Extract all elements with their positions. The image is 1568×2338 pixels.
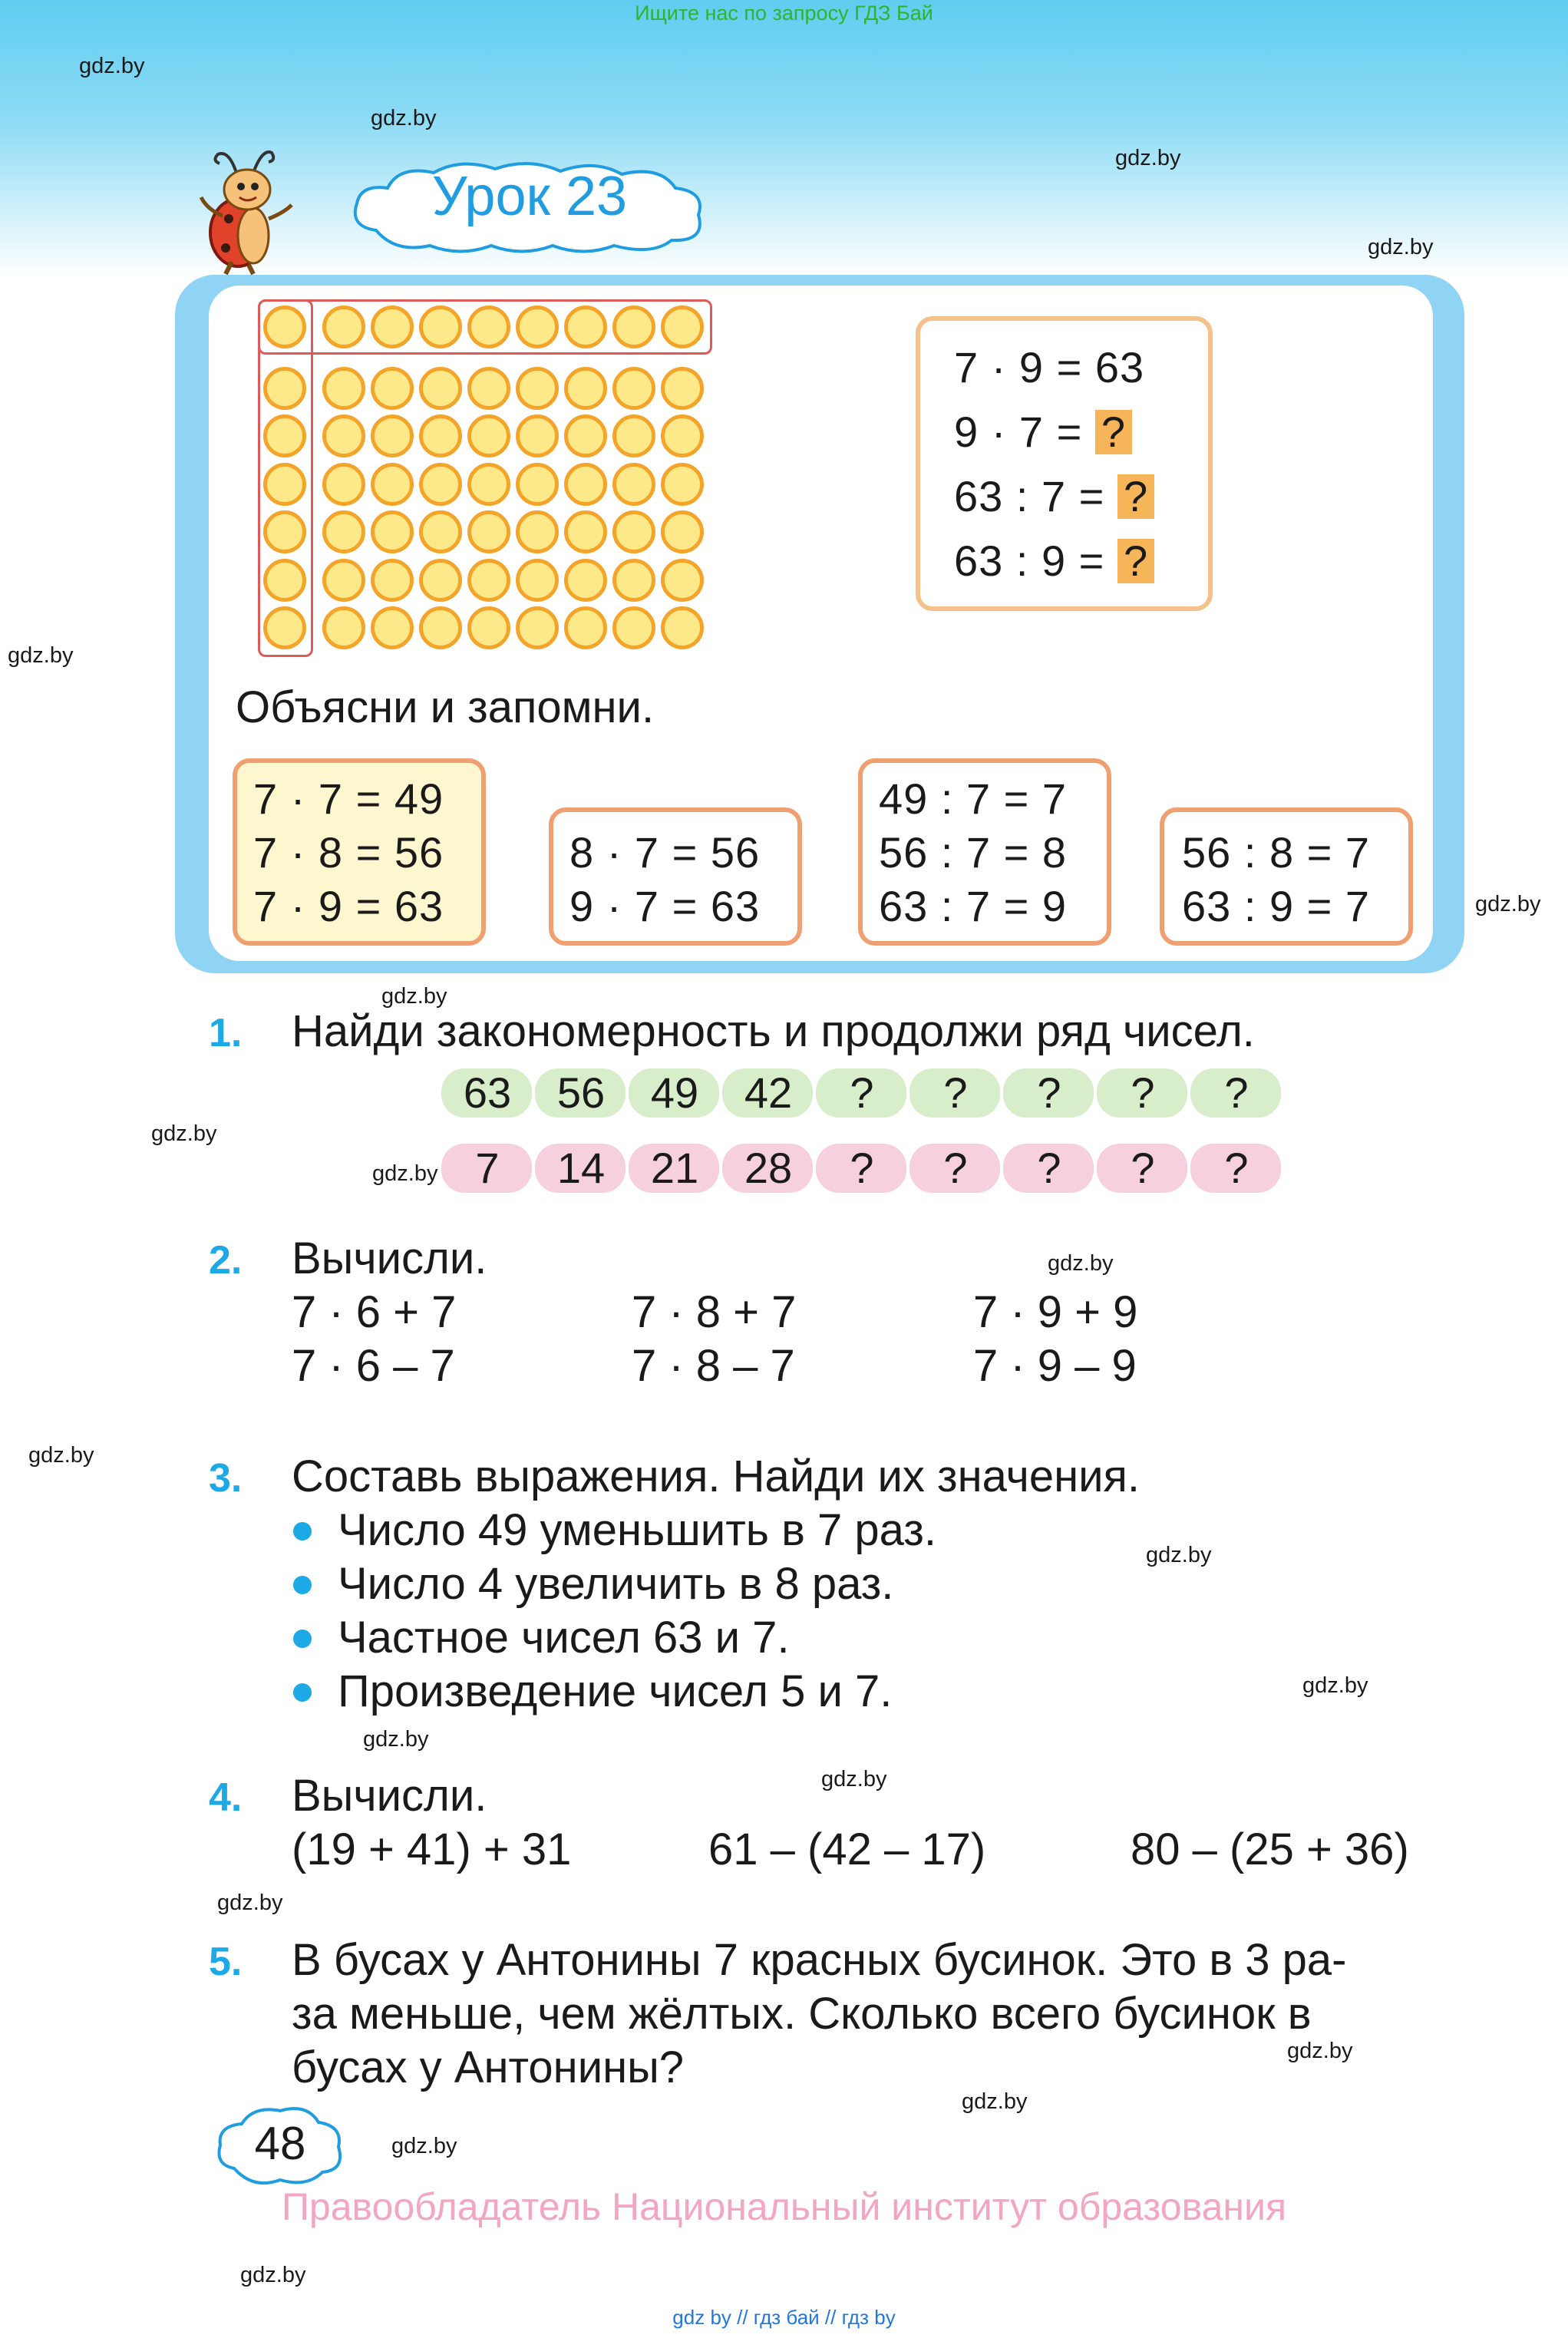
equation-line: 63 : 7 = ? bbox=[954, 471, 1154, 521]
counter-dot bbox=[612, 510, 655, 553]
sequence-cell: ? bbox=[1224, 1144, 1249, 1192]
memo-line: 7 · 7 = 49 bbox=[253, 774, 444, 823]
counter-dot bbox=[661, 367, 704, 410]
sequence-cell: 49 bbox=[650, 1068, 699, 1117]
memo-line: 7 · 8 = 56 bbox=[253, 828, 444, 877]
memo-line: 8 · 7 = 56 bbox=[569, 828, 761, 877]
counter-dot bbox=[419, 606, 462, 649]
counter-dot bbox=[661, 463, 704, 506]
footer-links[interactable]: gdz by // гдз бай // гдз by bbox=[672, 2306, 896, 2329]
watermark: gdz.by bbox=[217, 1891, 283, 1915]
counter-dot bbox=[564, 414, 607, 457]
expression: 7 · 9 + 9 bbox=[973, 1287, 1138, 1337]
bullet-icon bbox=[293, 1683, 312, 1702]
problem-line: за меньше, чем жёлтых. Сколько всего бусинок в bbox=[292, 1989, 1312, 2039]
expression: (19 + 41) + 31 bbox=[292, 1824, 572, 1874]
counter-dot bbox=[612, 463, 655, 506]
number-sequence-green bbox=[441, 1068, 1278, 1118]
counter-dot bbox=[612, 414, 655, 457]
counter-dot bbox=[661, 414, 704, 457]
counter-dot bbox=[419, 414, 462, 457]
counter-dot bbox=[322, 463, 365, 506]
lesson-title: Урок 23 bbox=[431, 166, 628, 227]
equation-line: 9 · 7 = ? bbox=[954, 407, 1132, 457]
counter-dot bbox=[419, 510, 462, 553]
memo-line: 63 : 7 = 9 bbox=[879, 882, 1068, 930]
sequence-cell: 42 bbox=[744, 1068, 793, 1117]
page-number: 48 bbox=[254, 2118, 306, 2169]
watermark: gdz.by bbox=[363, 1727, 429, 1752]
expression: 7 · 9 – 9 bbox=[973, 1341, 1137, 1391]
watermark: gdz.by bbox=[1146, 1543, 1212, 1567]
highlight-column-frame bbox=[258, 299, 313, 657]
question-mark: ? bbox=[1117, 539, 1154, 583]
counter-dot bbox=[371, 606, 414, 649]
counter-dot bbox=[322, 510, 365, 553]
counter-dot bbox=[516, 559, 559, 602]
equation-line: 63 : 9 = ? bbox=[954, 536, 1154, 586]
counter-dot bbox=[564, 510, 607, 553]
bullet-icon bbox=[293, 1630, 312, 1648]
watermark: gdz.by bbox=[821, 1767, 887, 1791]
counter-dot bbox=[564, 606, 607, 649]
expression: 7 · 6 + 7 bbox=[292, 1287, 457, 1337]
sequence-cell: ? bbox=[943, 1144, 968, 1192]
list-item: Число 49 уменьшить в 7 раз. bbox=[338, 1505, 936, 1555]
watermark: gdz.by bbox=[1302, 1673, 1368, 1698]
sequence-cell: ? bbox=[1224, 1068, 1249, 1117]
counter-dot bbox=[612, 606, 655, 649]
sequence-cell: ? bbox=[1037, 1068, 1061, 1117]
task-number: 5. bbox=[209, 1940, 243, 1984]
memo-line: 63 : 9 = 7 bbox=[1182, 882, 1371, 930]
question-mark: ? bbox=[1095, 410, 1132, 454]
sequence-cell: ? bbox=[1037, 1144, 1061, 1192]
highlight-row-frame bbox=[258, 299, 712, 355]
counter-dot bbox=[371, 414, 414, 457]
task-text: Вычисли. bbox=[292, 1771, 487, 1821]
task-number: 2. bbox=[209, 1238, 243, 1283]
counter-dot bbox=[516, 414, 559, 457]
sequence-cell: ? bbox=[850, 1068, 874, 1117]
watermark: gdz.by bbox=[1475, 892, 1541, 916]
watermark: gdz.by bbox=[372, 1161, 438, 1186]
expression: 7 · 8 – 7 bbox=[632, 1341, 795, 1391]
watermark: gdz.by bbox=[381, 984, 447, 1009]
counter-dot bbox=[612, 559, 655, 602]
equation-line: 7 · 9 = 63 bbox=[954, 343, 1145, 391]
counter-dot bbox=[371, 367, 414, 410]
counter-dot bbox=[516, 463, 559, 506]
counter-dot bbox=[564, 559, 607, 602]
expression: 80 – (25 + 36) bbox=[1131, 1824, 1409, 1874]
task-number: 4. bbox=[209, 1775, 243, 1820]
counter-dot bbox=[516, 367, 559, 410]
counter-dot bbox=[516, 510, 559, 553]
memo-line: 9 · 7 = 63 bbox=[569, 882, 761, 930]
copyright-text: Правообладатель Национальный институт образования bbox=[281, 2185, 1287, 2228]
memo-line: 7 · 9 = 63 bbox=[253, 882, 444, 930]
counter-dot bbox=[419, 367, 462, 410]
watermark: gdz.by bbox=[371, 106, 437, 130]
watermark: gdz.by bbox=[391, 2134, 457, 2158]
expression: 7 · 6 – 7 bbox=[292, 1341, 455, 1391]
counter-dot bbox=[371, 559, 414, 602]
counter-dot bbox=[322, 559, 365, 602]
task-number: 3. bbox=[209, 1456, 243, 1501]
counter-dot bbox=[467, 463, 510, 506]
sequence-cell: ? bbox=[1131, 1068, 1155, 1117]
ladybug-mascot-icon bbox=[192, 142, 307, 276]
counter-dot bbox=[661, 606, 704, 649]
sequence-cell: ? bbox=[943, 1068, 968, 1117]
counter-dot bbox=[322, 367, 365, 410]
sequence-cell: ? bbox=[850, 1144, 874, 1192]
search-hint: Ищите нас по запросу ГДЗ Бай bbox=[635, 2, 933, 25]
counter-dot bbox=[564, 367, 607, 410]
memo-line: 49 : 7 = 7 bbox=[879, 774, 1068, 823]
memo-line: 56 : 7 = 8 bbox=[879, 828, 1068, 877]
counter-dot bbox=[371, 463, 414, 506]
sequence-cell: 21 bbox=[650, 1144, 699, 1192]
expression: 7 · 8 + 7 bbox=[632, 1287, 797, 1337]
counter-dot bbox=[467, 367, 510, 410]
task-text: Найди закономерность и продолжи ряд чисел. bbox=[292, 1006, 1255, 1056]
number-sequence-pink bbox=[441, 1144, 1278, 1193]
counter-dot bbox=[612, 367, 655, 410]
counter-dot bbox=[322, 606, 365, 649]
task-text: Вычисли. bbox=[292, 1233, 487, 1283]
watermark: gdz.by bbox=[962, 2089, 1028, 2114]
memo-line: 56 : 8 = 7 bbox=[1182, 828, 1371, 877]
sequence-cell: 63 bbox=[463, 1068, 512, 1117]
task-number: 1. bbox=[209, 1011, 243, 1055]
watermark: gdz.by bbox=[240, 2263, 306, 2287]
sequence-cell: ? bbox=[1131, 1144, 1155, 1192]
watermark: gdz.by bbox=[79, 54, 145, 78]
instruction-text: Объясни и запомни. bbox=[236, 682, 655, 732]
list-item: Произведение чисел 5 и 7. bbox=[338, 1666, 893, 1716]
sequence-cell: 56 bbox=[556, 1068, 606, 1117]
sequence-cell: 28 bbox=[744, 1144, 793, 1192]
counter-dot bbox=[467, 414, 510, 457]
counter-dot bbox=[419, 463, 462, 506]
watermark: gdz.by bbox=[1368, 235, 1434, 259]
list-item: Частное чисел 63 и 7. bbox=[338, 1613, 790, 1663]
counter-dot bbox=[467, 606, 510, 649]
watermark: gdz.by bbox=[1048, 1251, 1114, 1276]
bullet-icon bbox=[293, 1576, 312, 1594]
counter-dot bbox=[564, 463, 607, 506]
bullet-icon bbox=[293, 1522, 312, 1541]
watermark: gdz.by bbox=[1287, 2039, 1353, 2063]
counter-dot bbox=[467, 559, 510, 602]
counter-dot bbox=[371, 510, 414, 553]
problem-line: бусах у Антонины? bbox=[292, 2042, 685, 2092]
counter-dot bbox=[516, 606, 559, 649]
question-mark: ? bbox=[1117, 474, 1154, 519]
counter-dot bbox=[322, 414, 365, 457]
sequence-cell: 14 bbox=[556, 1144, 606, 1192]
counter-dot bbox=[661, 559, 704, 602]
watermark: gdz.by bbox=[8, 643, 74, 668]
expression: 61 – (42 – 17) bbox=[708, 1824, 986, 1874]
counter-dot bbox=[419, 559, 462, 602]
problem-line: В бусах у Антонины 7 красных бусинок. Это в 3 ра- bbox=[292, 1935, 1347, 1985]
counter-dot bbox=[661, 510, 704, 553]
task-text: Составь выражения. Найди их значения. bbox=[292, 1451, 1141, 1501]
sequence-cell: 7 bbox=[475, 1144, 500, 1192]
list-item: Число 4 увеличить в 8 раз. bbox=[338, 1559, 894, 1609]
watermark: gdz.by bbox=[1115, 146, 1181, 170]
watermark: gdz.by bbox=[151, 1121, 217, 1146]
watermark: gdz.by bbox=[28, 1443, 94, 1468]
counter-dot bbox=[467, 510, 510, 553]
